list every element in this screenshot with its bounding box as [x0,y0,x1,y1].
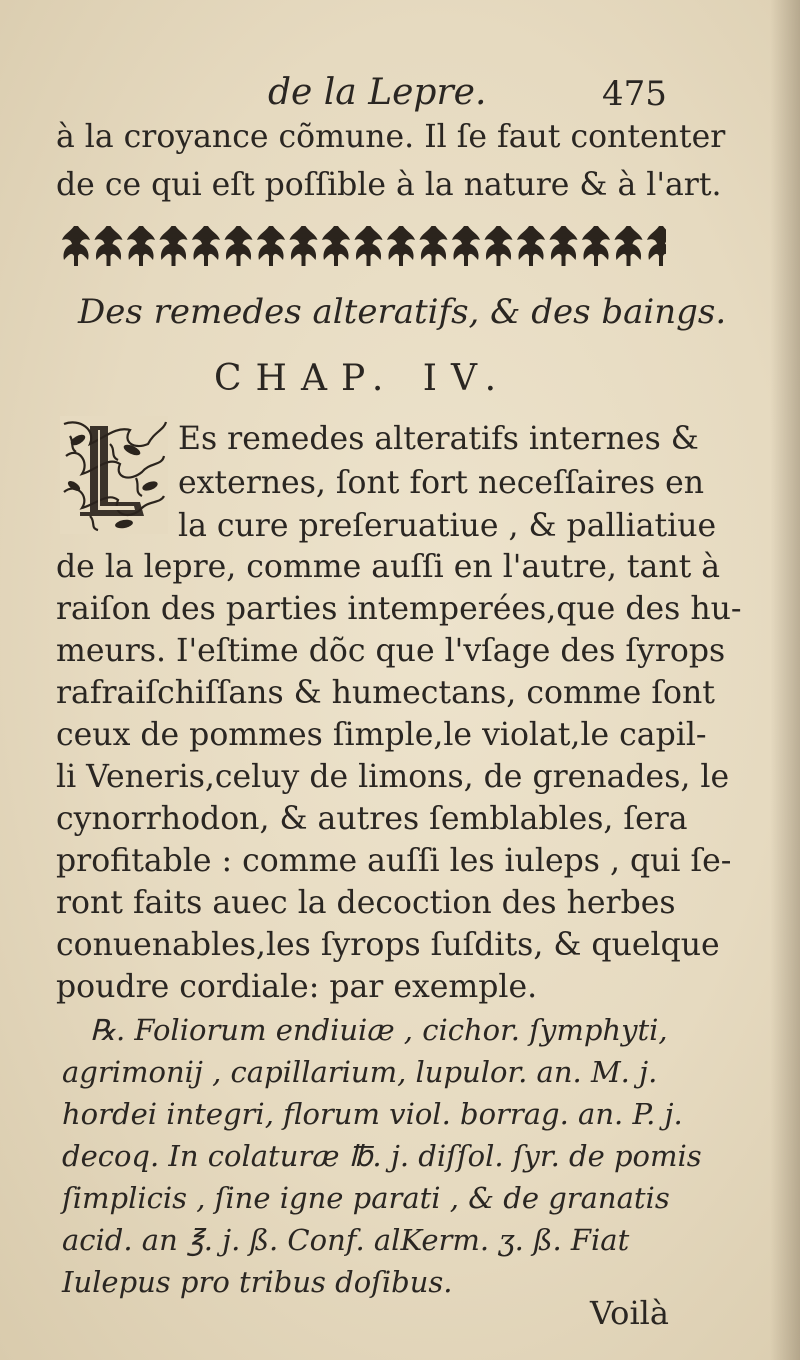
fleuron-icon [452,226,480,266]
fleuron-icon [550,226,578,266]
recipe-line: Iulepus pro tribus doſibus. [62,1265,453,1299]
text-line: à la croyance cõmune. Il ſe faut contenter [56,119,726,155]
text-line: cynorrhodon, & autres ſemblables, ſera [56,801,688,837]
page-number: 475 [602,74,667,114]
fleuron-icon [257,226,285,266]
catchword: Voilà [590,1294,669,1332]
fleuron-icon [225,226,253,266]
fleuron-icon [355,226,383,266]
recipe-line: agrimonij , capillarium, lupulor. an. M. j. [62,1055,658,1089]
chapter-heading: CHAP. IV. [214,358,511,399]
text-line: rafraiſchiſſans & humectans, comme ſont [56,675,715,711]
fleuron-icon [322,226,350,266]
text-line: li Veneris,celuy de limons, de grenades, le [56,759,730,795]
fleuron-icon [647,226,666,266]
fleuron-ornament-band [60,222,666,268]
section-title: Des remedes alteratifs, & des baings. [78,292,727,332]
fleuron-icon [127,226,155,266]
text-line: profitable : comme auſſi les iuleps , qui ſe- [56,843,732,879]
fleuron-icon [517,226,545,266]
recipe-line: acid. an ℥. j. ß. Conf. alKerm. ʒ. ß. Fiat [62,1223,630,1257]
text-line: ceux de pommes ſimple,le violat,le capil- [56,717,707,753]
dropcap-letter [60,416,168,534]
fleuron-icon [95,226,123,266]
recipe-line: hordei integri, florum viol. borrag. an. P. j. [62,1097,683,1131]
fleuron-icon [387,226,415,266]
text-line: externes, ſont fort neceſſaires en [178,465,705,501]
text-line: meurs. I'eſtime dõc que l'vſage des ſyrops [56,633,726,669]
text-line: la cure preſeruatiue , & palliatiue [178,508,717,544]
recipe-line: ſimplicis , ſine igne parati , & de granatis [62,1181,670,1215]
text-line: conuenables,les ſyrops ſuſdits, & quelque [56,927,720,963]
text-line: poudre cordiale: par exemple. [56,969,538,1005]
text-line: de ce qui eſt poſſible à la nature & à l'art. [56,167,722,203]
fleuron-icon [192,226,220,266]
fleuron-icon [485,226,513,266]
fleuron-icon [160,226,188,266]
recipe-line: ℞. Foliorum endiuiæ , cichor. ſymphyti, [90,1013,668,1047]
text-line: Es remedes alteratifs internes & [178,421,699,457]
recipe-line: decoq. In colaturæ ℔. j. diſſol. ſyr. de pomis [62,1139,702,1173]
fleuron-icon [615,226,643,266]
fleuron-icon [420,226,448,266]
running-title: de la Lepre. [268,72,487,113]
text-line: de la lepre, comme auſſi en l'autre, tant à [56,549,721,585]
fleuron-icon [290,226,318,266]
decorated-initial [60,416,168,534]
binding-shadow [770,0,800,1360]
text-line: ront faits auec la decoction des herbes [56,885,676,921]
fleuron-icon [582,226,610,266]
text-line: raiſon des parties intemperées,que des hu- [56,591,742,627]
